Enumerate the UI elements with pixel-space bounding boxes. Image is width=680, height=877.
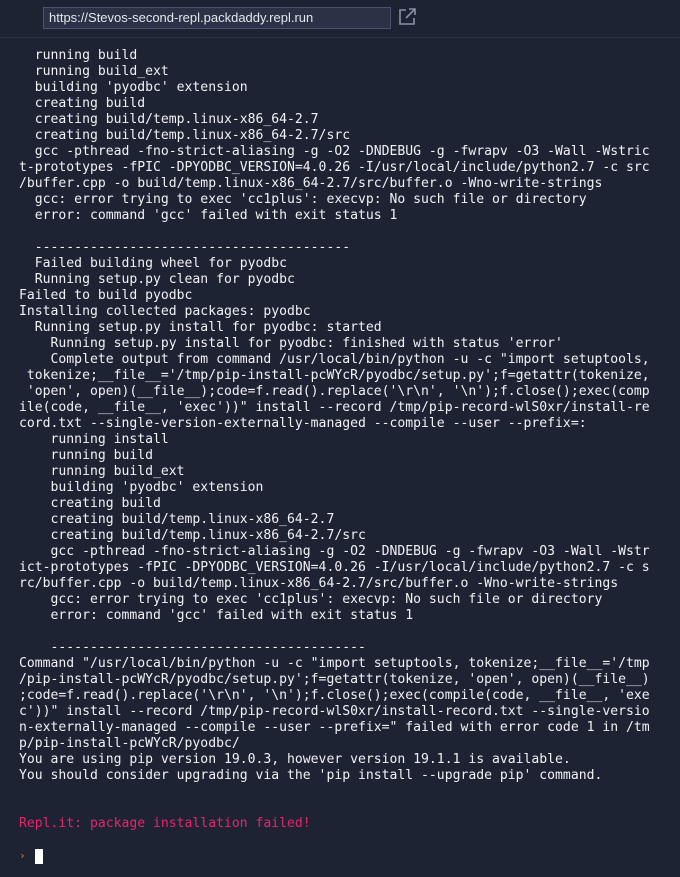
text-cursor: [35, 849, 43, 864]
url-field[interactable]: https://Stevos-second-repl.packdaddy.repl.run: [43, 7, 391, 29]
console-prompt[interactable]: [19, 848, 43, 864]
url-bar: [0, 0, 680, 38]
install-error-message: Repl.it: package installation failed!: [19, 816, 311, 831]
console-output[interactable]: [0, 38, 680, 877]
prompt-chevron-icon: ›: [19, 849, 26, 862]
console-log: running build running build_ext building 'pyodbc' extension creating build creating build/temp.linux-x86_64-2.7 creating build/temp.linux-x86_64-2.7/src gcc -pthread -fno-strict-aliasing -g -O2 -DNDEBUG -g -fwrapv -O3 -Wall -Wstric t-prototypes -fPIC -DPYODBC_VERSION=4.0.26 -I/usr/local/include/python2.7 -c src /buffer.cpp -o build/temp.linux-x86_64-2.7/src/buffer.o -Wno-write-strings gcc: error trying to exec 'cc1plus': execvp: No such file or directory error: command 'gcc' failed with exit status 1 ---------------------------------------- Failed building wheel for pyodbc Running setup.py clean for pyodbc Failed to build pyodbc Installing collected packages: pyodbc Running setup.py install for pyodbc: started Running setup.py install for pyodbc: finished with status 'error' Complete output from command /usr/local/bin/python -u -c "import setuptools, tokenize;__file__='/tmp/pip-install-pcWYcR/pyodbc/setup.py';f=getattr(tokenize, 'open', open)(__file__);code=f.read().replace('\r\n', '\n');f.close();exec(comp ile(code, __file__, 'exec'))" install --record /tmp/pip-record-wlS0xr/install-re cord.txt --single-version-externally-managed --compile --user --prefix=: running install running build running build_ext building 'pyodbc' extension creating build creating build/temp.linux-x86_64-2.7 creating build/temp.linux-x86_64-2.7/src gcc -pthread -fno-strict-aliasing -g -O2 -DNDEBUG -g -fwrapv -O3 -Wall -Wstr ict-prototypes -fPIC -DPYODBC_VERSION=4.0.26 -I/usr/local/include/python2.7 -c s rc/buffer.cpp -o build/temp.linux-x86_64-2.7/src/buffer.o -Wno-write-strings gcc: error trying to exec 'cc1plus': execvp: No such file or directory error: command 'gcc' failed with exit status 1 ---------------------------------------- Command "/usr/local/bin/python -u -c "import setuptools, tokenize;__file__='/tmp /pip-install-pcWYcR/pyodbc/setup.py';f=getattr(tokenize, 'open', open)(__file__) ;code=f.read().replace('\r\n', '\n');f.close();exec(compile(code, __file__, 'exe c'))" install --record /tmp/pip-record-wlS0xr/install-record.txt --single-versio n-externally-managed --compile --user --prefix=" failed with error code 1 in /tm p/pip-install-pcWYcR/pyodbc/ You are using pip version 19.0.3, however version 19.1.1 is available. You should consider upgrading via the 'pip install --upgrade pip' command.: [19, 48, 650, 783]
external-link-icon[interactable]: [397, 7, 417, 27]
